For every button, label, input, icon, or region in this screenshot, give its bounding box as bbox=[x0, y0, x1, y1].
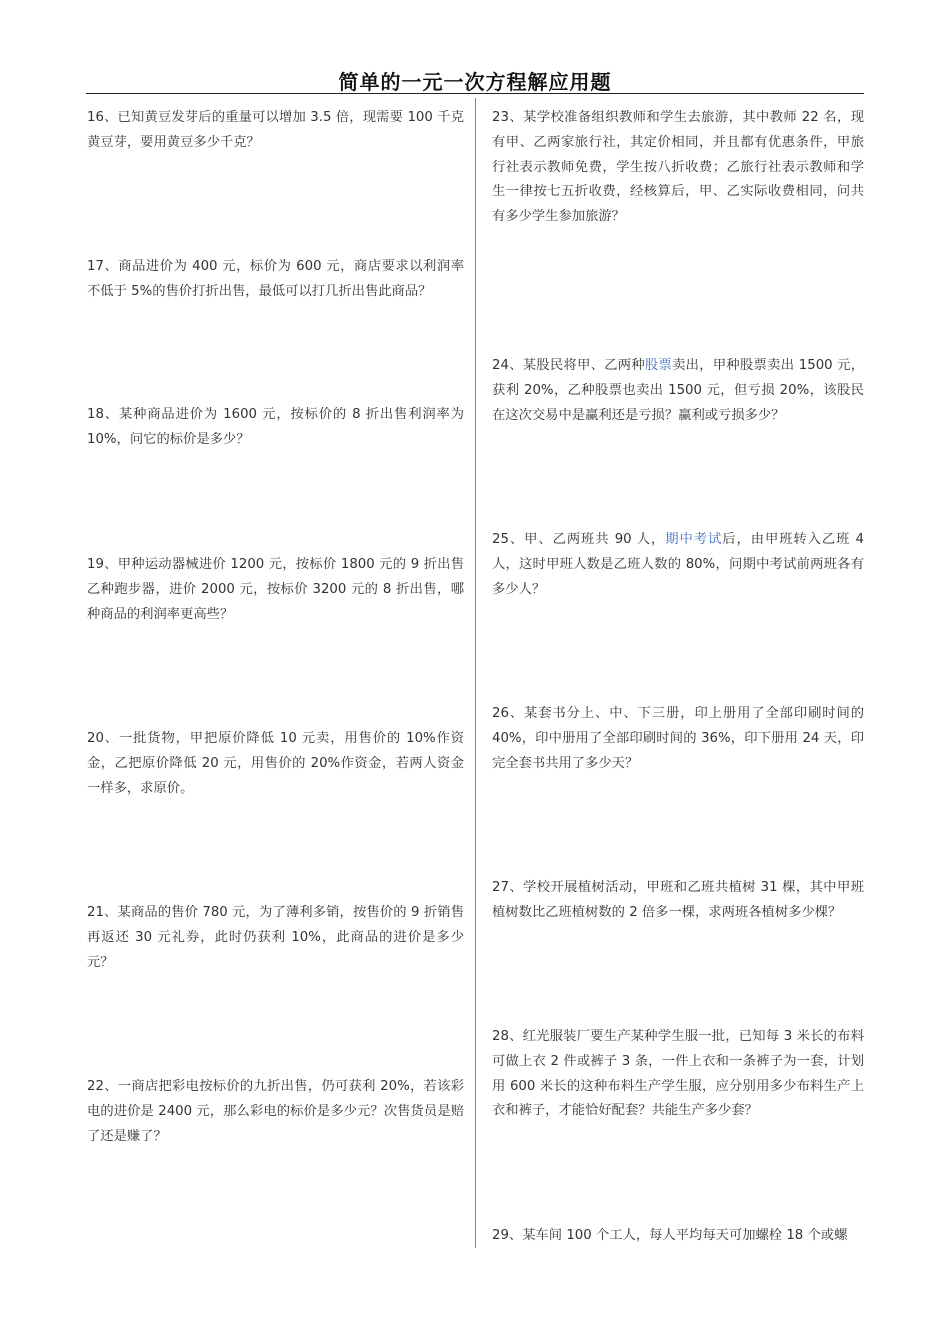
question-20: 20、一批货物，甲把原价降低 10 元卖，用售价的 10%作资金，乙把原价降低 20 元，用售价的 20%作资金，若两人资金一样多，求原价。 bbox=[87, 731, 464, 796]
question-21: 21、某商品的售价 780 元，为了薄利多销，按售价的 9 折销售再返还 30 元礼券，此时仍获利 10%，此商品的进价是多少元？ bbox=[87, 905, 464, 970]
midterm-exam-link[interactable]: 期中考试 bbox=[665, 532, 723, 547]
column-divider bbox=[475, 98, 476, 1248]
question-28: 28、红光服装厂要生产某种学生服一批，已知每 3 米长的布料可做上衣 2 件或裤子 3 条，一件上衣和一条裤子为一套，计划用 600 米长的这种布料生产学生服，应分别用多少布料生产上衣和裤子，才能恰好配套？共能生产多少套？ bbox=[492, 1029, 864, 1119]
question-18: 18、某种商品进价为 1600 元，按标价的 8 折出售利润率为 10%，问它的标价是多少？ bbox=[87, 407, 464, 447]
question-24 bbox=[492, 354, 864, 428]
question-22: 22、一商店把彩电按标价的九折出售，仍可获利 20%，若该彩电的进价是 2400 元，那么彩电的标价是多少元？次售货员是赔了还是赚了？ bbox=[87, 1079, 464, 1144]
question-25-text-before: 25、甲、乙两班共 90 人， bbox=[492, 532, 666, 547]
page-title: 简单的一元一次方程解应用题 bbox=[338, 70, 612, 94]
question-27: 27、学校开展植树活动，甲班和乙班共植树 31 棵，其中甲班植树数比乙班植树数的 2 倍多一棵，求两班各植树多少棵？ bbox=[492, 880, 864, 920]
question-25-text-after: 后，由甲班转入乙班 4 人，这时甲班人数是乙班人数的 80%，问期中考试前两班各有多少人？ bbox=[492, 532, 865, 597]
title-underline bbox=[86, 93, 864, 94]
question-29: 29、某车间 100 个工人，每人平均每天可加螺栓 18 个或螺 bbox=[492, 1228, 848, 1243]
question-26: 26、某套书分上、中、下三册，印上册用了全部印刷时间的 40%，印中册用了全部印刷时间的 36%，印下册用 24 天，印完全套书共用了多少天？ bbox=[492, 706, 864, 771]
question-25 bbox=[492, 528, 864, 602]
question-23: 23、某学校准备组织教师和学生去旅游，其中教师 22 名，现有甲、乙两家旅行社，其定价相同，并且都有优惠条件，甲旅行社表示教师免费，学生按八折收费；乙旅行社表示教师和学生一律按七五折收费，经核算后，甲、乙实际收费相同，问共有多少学生参加旅游？ bbox=[492, 110, 864, 225]
question-16: 16、已知黄豆发芽后的重量可以增加 3.5 倍，现需要 100 千克黄豆芽，要用黄豆多少千克？ bbox=[87, 110, 464, 150]
question-19: 19、甲种运动器械进价 1200 元，按标价 1800 元的 9 折出售乙种跑步器，进价 2000 元，按标价 3200 元的 8 折出售，哪种商品的利润率更高些？ bbox=[87, 557, 464, 622]
question-24-text-after: 卖出，甲种股票卖出 1500 元，获利 20%，乙种股票也卖出 1500 元，但亏损 20%，该股民在这次交易中是赢利还是亏损？赢利或亏损多少？ bbox=[492, 358, 865, 423]
question-17: 17、商品进价为 400 元，标价为 600 元，商店要求以利润率不低于 5%的售价打折出售，最低可以打几折出售此商品？ bbox=[87, 259, 464, 299]
question-24-text-before: 24、某股民将甲、乙两种 bbox=[492, 358, 645, 373]
stocks-link[interactable]: 股票 bbox=[644, 358, 673, 373]
